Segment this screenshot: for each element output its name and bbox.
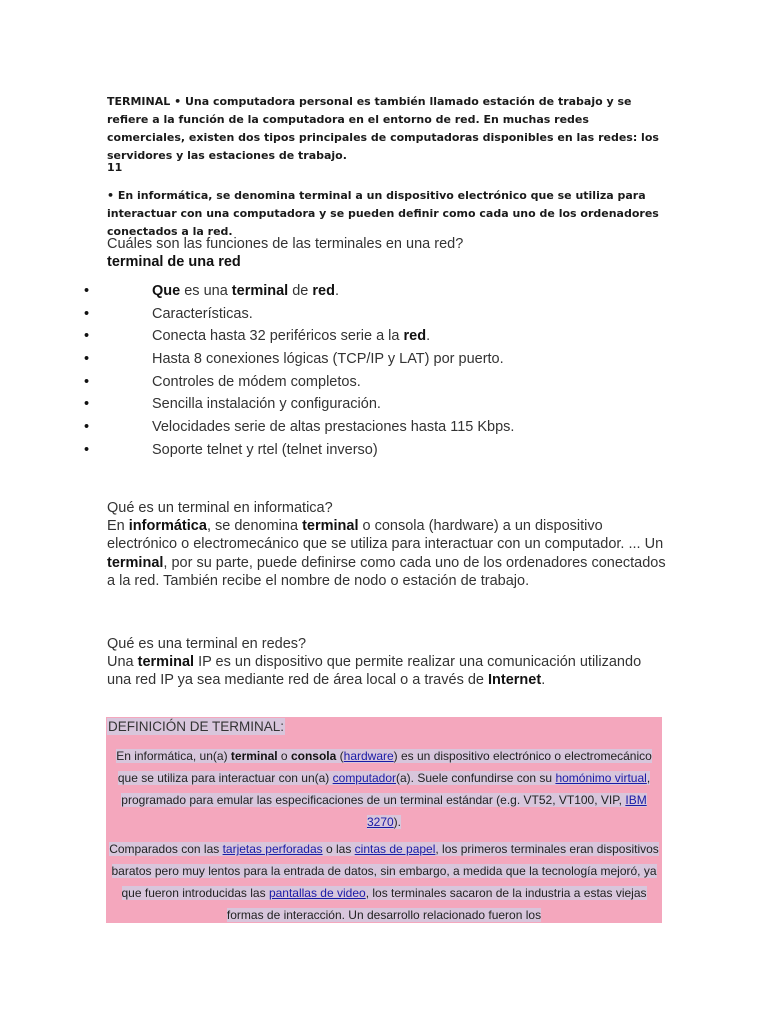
link-cintas-de-papel[interactable]: cintas de papel [354, 842, 436, 856]
bullet-marker: • [84, 305, 90, 322]
intro-text: • Una computadora personal es también llamado estación de trabajo y se refiere a la función de la computadora en el entorno de red. En muchas redes comerciales, existen dos tipos principales de computadoras disponibles en las redes: los servidores y las estaciones de trabajo. [107, 95, 659, 162]
list-item-text: Soporte telnet y rtel (telnet inverso) [152, 441, 378, 458]
section-terminal-redes: Qué es una terminal en redes? Una terminal IP es un dispositivo que permite realizar una comunicación utilizando una red IP ya sea mediante red de área local o a través de Internet. [107, 635, 667, 690]
list-item-text: Que es una terminal de red. [152, 283, 340, 299]
definition-paragraph: Comparados con las tarjetas perforadas o las cintas de papel, los primeros terminales eran dispositivos baratos pero muy lentos para la entrada de datos, sin embargo, a medida que la tecnología mejoró, ya que fueron introducidas las pantallas de video, los terminales sacaron de la industria a estas viejas formas de interacción. Un desarrollo relacionado fueron los [109, 842, 659, 922]
bullet-marker: • [84, 351, 90, 368]
question-subtitle: terminal de una red [107, 254, 241, 270]
link-tarjetas-perforadas[interactable]: tarjetas perforadas [222, 842, 323, 856]
bullet-marker: • [84, 328, 90, 345]
link-ibm-3270[interactable]: IBM 3270 [366, 793, 647, 829]
intro-lead: TERMINAL [107, 95, 171, 108]
page-number-text: 11 [107, 161, 123, 174]
list-item-text: Velocidades serie de altas prestaciones hasta 115 Kbps. [152, 419, 515, 436]
bullet-marker: • [84, 396, 90, 413]
list-item-text: Controles de módem completos. [152, 373, 361, 390]
list-item-text: Hasta 8 conexiones lógicas (TCP/IP y LAT) por puerto. [152, 351, 504, 368]
section-question: Qué es un terminal en informatica? [107, 500, 333, 516]
definition-title: DEFINICIÓN DE TERMINAL: [108, 719, 285, 734]
definition-paragraph: En informática, un(a) terminal o consola (hardware) es un dispositivo electrónico o electromecánico que se utiliza para interactuar con un(a) computador(a). Suele confundirse con su homónimo virtual, programado para emular las especificaciones de un terminal estándar (e.g. VT52, VT100, VIP, IBM 3270). [116, 749, 652, 829]
list-item-text: Características. [152, 305, 253, 322]
section-question: Qué es una terminal en redes? [107, 636, 307, 652]
intro-paragraph [107, 93, 662, 165]
definition-box [106, 717, 662, 923]
section-terminal-informatica: Qué es un terminal en informatica? En informática, se denomina terminal o consola (hardware) a un dispositivo electrónico o electromecánico que se utiliza para interactuar con un computador. ... Un terminal, por su parte, puede definirse como cada uno de los ordenadores conectados a la red. También recibe el nombre de nodo o estación de trabajo. [107, 500, 666, 589]
bullet-marker: • [84, 419, 90, 436]
link-homonimo-virtual[interactable]: homónimo virtual [555, 771, 647, 785]
link-pantallas-de-video[interactable]: pantallas de video [268, 886, 366, 900]
question-functions: Cuáles son las funciones de las terminales en una red? [107, 236, 464, 252]
list-item-text: Sencilla instalación y configuración. [152, 396, 381, 413]
link-computador[interactable]: computador [332, 771, 397, 785]
bullet-marker: • [84, 283, 90, 299]
list-item-text: Conecta hasta 32 periféricos serie a la red. [152, 328, 431, 345]
bullet-marker: • [84, 373, 90, 390]
bullet-marker: • [84, 441, 90, 458]
link-hardware[interactable]: hardware [343, 749, 394, 763]
intro-definition: • En informática, se denomina terminal a un dispositivo electrónico que se utiliza para interactuar con una computadora y se pueden definir como cada uno de los ordenadores conectados a la red. [107, 189, 659, 238]
